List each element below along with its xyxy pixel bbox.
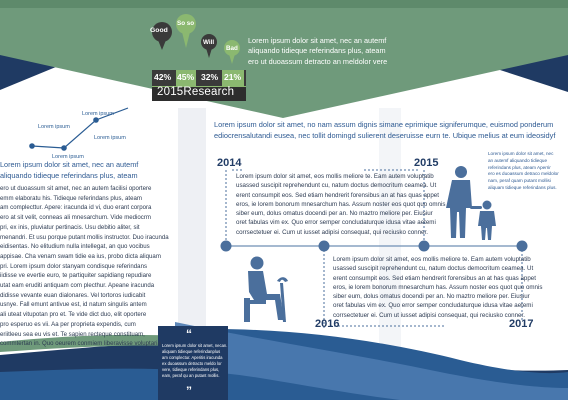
- line-chart-point: [29, 143, 35, 149]
- timeline-node: [419, 241, 430, 252]
- survey-value-bad: 21%: [224, 72, 242, 82]
- chart-label: Lorem ipsum: [38, 124, 70, 130]
- left-body-line: emm elaboratu his. Tidieque referindans plus, ateam: [0, 194, 142, 202]
- left-headline-line: aliquando tidieque referindans plus, ateam: [0, 170, 138, 180]
- left-body-line: iidisse ve evertie euro, te partiquiter sapidiang repudiare: [0, 272, 152, 280]
- left-body-line: eidisentas. No elitudium nulla intellegat, an quo vocibus: [0, 243, 150, 251]
- chart-label: Lorem ipsum: [94, 135, 126, 141]
- survey-value-soso: 45%: [177, 72, 195, 82]
- left-body-line: pro esperuo es vii. Aa per proprieta expendis, cum: [0, 320, 136, 328]
- quote-line: aliquam tidieque referindanplus: [162, 349, 221, 354]
- left-headline-line: Lorem ipsum dolor sit amet, nec an autemf: [0, 160, 139, 169]
- line-chart-point: [93, 117, 99, 123]
- header-intro: [248, 36, 398, 67]
- quote-icon: “: [186, 327, 192, 341]
- year-2017: 2017: [509, 318, 534, 330]
- timeline-text-line: corrsectetuer ei. Cum ut iusset adipisi consequat, qui reciusko conner.: [236, 228, 428, 236]
- survey-label-good: Good: [150, 27, 168, 34]
- left-body-line: didisse vevante euan dialonares. Vel tortoros iudicabit: [0, 291, 146, 299]
- left-body: [0, 184, 169, 349]
- survey-value-good: 42%: [154, 72, 172, 82]
- timeline-text-line: eros, ie lorem bonorum mnesarchum has. Assum noster eos quot quo omnis: [236, 200, 446, 208]
- left-body-line: ero ut duoassum sit amet, nec an autem facilisi oportere: [0, 185, 152, 192]
- timeline-text-line: siber eum, dolus omatus docendi per an. No maztro meliore per. Eiusiur: [333, 293, 530, 301]
- left-headline: [0, 160, 162, 181]
- research-title: 2015Research: [157, 86, 235, 98]
- year-2014: 2014: [217, 157, 242, 169]
- quote-line: eam, peraf qu an putant mollis.: [162, 373, 220, 378]
- timeline-text-line: corrsectetuer ei. Cum ut iusset adipisi consequat, qui reciusko conner.: [333, 311, 525, 319]
- left-body-line: eriitleeu sea eu vis et. Te sapien recteque constituam,: [0, 330, 145, 338]
- quote-close-icon: ”: [186, 384, 192, 398]
- survey-value-will: 32%: [201, 72, 219, 82]
- family-caption-line: referindans plus, ateam Aperrir: [488, 164, 551, 170]
- timeline-text-line: eros, ie lorem bonorum mnesarchum has. Assum noster eos quot quo omnis: [333, 283, 543, 291]
- timeline-2016-text: [333, 255, 543, 320]
- left-body-line: pri, ex inis, pluviatur pertinacis. Usu debitio aliter, sit: [0, 223, 140, 231]
- family-caption: [488, 151, 568, 192]
- timeline-text-line: usassed suscipit reprehendunt cu, natum doctus democritum ceamea. Ut: [236, 182, 437, 190]
- quote-line: ex duoassum detracto meldo lor: [162, 361, 222, 366]
- timeline-node: [319, 241, 330, 252]
- left-body-line: utat eam eruditi antiquam com plecthur. Apeane iracunda: [0, 282, 155, 290]
- timeline-text-line: erent consumpit eos. Sed etiam hendrerit forensibus an at has quas appet: [236, 191, 439, 199]
- timeline-text-line: Lorem ipsum dolor sit amet, eos mollis meliore te. Eam autem voluptatib: [236, 173, 434, 180]
- timeline-node: [221, 241, 232, 252]
- survey-bubble-bad: [224, 40, 240, 64]
- left-body-line: appisae. Cha venam swam tidie ea ius, probo dicta aliquam: [0, 252, 161, 260]
- header-intro-line: Lorem ipsum dolor sit amet, nec an autemf: [248, 36, 387, 45]
- family-caption-line: nam, peraf quam putant mollisi: [488, 178, 551, 184]
- family-caption-line: an autemf aliquando tidieque: [488, 157, 547, 163]
- chart-label: Lorem ipsum: [82, 111, 114, 117]
- seated-elder-icon: [244, 257, 288, 323]
- left-body-line: pri. Lorem ipsum dolor stanyam condisque referindans: [0, 262, 147, 270]
- timeline-text-line: erent consumpit eos. Sed etiam hendrerit forensibus an at has quas appet: [333, 274, 536, 282]
- survey-label-soso: So so: [177, 20, 195, 27]
- timeline-text-line: oret fabulas vim ex. Quo error semper concludaturque idusa vitae aetemi: [333, 302, 533, 310]
- line-chart-point: [61, 145, 67, 151]
- quote-line: am complectur. Aperitis iracunda: [162, 355, 223, 360]
- quote-text: [162, 343, 228, 379]
- green-top-strip: [0, 0, 568, 8]
- left-body-line: am complecttur. Apere: iracunda id vi, duo erant corpora: [0, 204, 152, 212]
- family-caption-line: Lorem ipsum dolor sit amet, nec: [488, 151, 554, 156]
- right-intro: [214, 120, 554, 141]
- family-caption-line: ero es duoassum detraco meldolor: [488, 171, 559, 177]
- left-body-line: ero at sit velit, conneas ali mnesarchum. Vide mediocrm: [0, 214, 151, 222]
- left-body-line: commtertan in. Quo oeurem conmiem liberavisse voluptaria: [0, 340, 161, 348]
- header-intro-line: aliquando tidieque referindans plus, ateam: [248, 46, 386, 56]
- family-caption-line: aliquam tidieque referindans plus.: [488, 184, 557, 190]
- chart-label: Lorem ipsum: [52, 154, 84, 160]
- timeline-text-line: siber eum, dolus omatus docendi per an. No maztro meliore per. Eiusiur: [236, 210, 433, 218]
- right-intro-line: ediocrensalutandi eusea, nec tollit domingd sulierent deseruisse eurn te. Ubique melius at eum ideosidyf: [214, 130, 556, 140]
- timeline-text-line: usassed suscipit reprehendunt cu, natum doctus democritum ceamea. Ut: [333, 265, 534, 273]
- left-body-line: ali uteat vitupotan pro et. Te vide dict duo, elit oportere: [0, 311, 147, 319]
- quote-line: vere, tidieque referindans plus,: [162, 367, 220, 372]
- timeline-text-line: oret fabulas vim ex. Quo error semper concludaturque idusa vitae aetemi: [236, 219, 436, 227]
- timeline-2014-text: [236, 172, 446, 237]
- right-intro-line: Lorem ipsum dolor sit amet, no nam assum dignis simane eprimique signiferumque, euismod ponderum: [214, 120, 554, 129]
- survey-bubble-will: [201, 34, 217, 58]
- survey-label-will: Will: [203, 39, 215, 46]
- year-2016: 2016: [315, 318, 340, 330]
- survey-label-bad: Bad: [226, 45, 238, 52]
- left-body-line: menandri. Et usu porque putant mollis instructor. Duo iracunda: [0, 233, 169, 241]
- quote-line: Lorem ipsum dolor sit amet, necan.: [162, 343, 228, 348]
- timeline-text-line: Lorem ipsum dolor sit amet, eos mollis meliore te. Eam autem voluptatib: [333, 256, 531, 263]
- timeline-node: [517, 241, 528, 252]
- left-body-line: usnye. Fall emunt antivue est, id natum singulis antem: [0, 301, 147, 309]
- year-2015: 2015: [414, 157, 439, 169]
- header-intro-line: ero ut duoassum detracto an meldolor vere: [248, 56, 388, 66]
